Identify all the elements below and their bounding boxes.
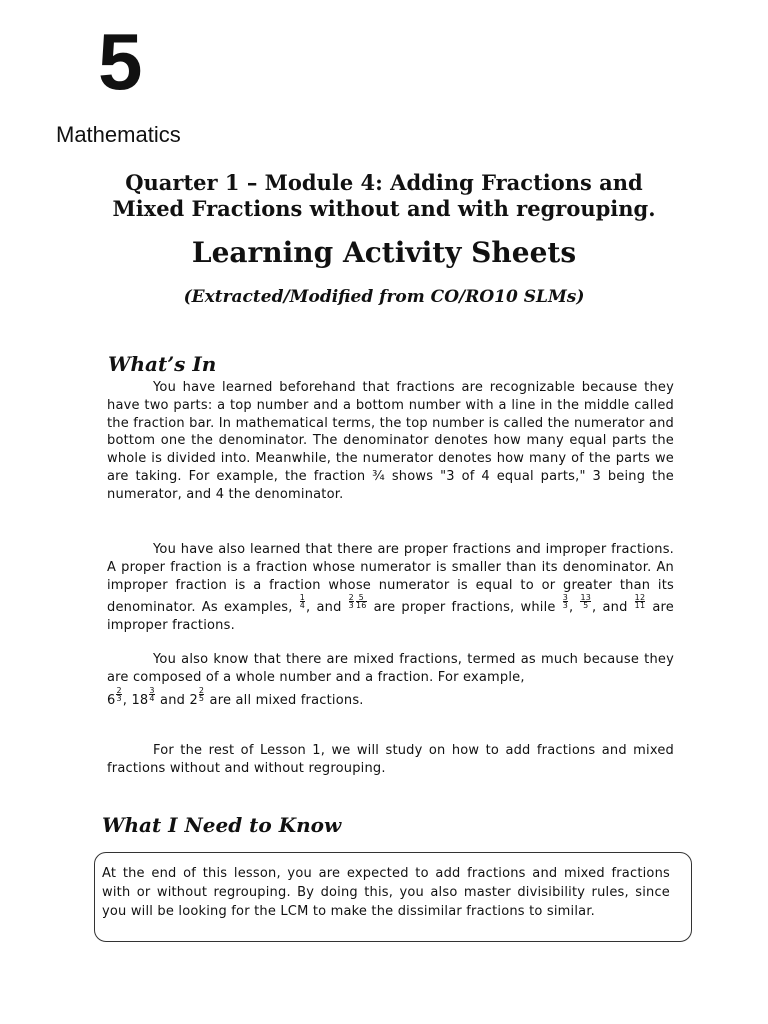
fraction-denominator: 11 [634,601,646,611]
grade-number: 5 [98,17,143,106]
fraction-denominator: 3 [562,601,568,611]
fraction-denominator: 5 [198,693,205,703]
paragraph-1-text: You have learned beforehand that fractions are recognizable because they have two parts: a top number and a bottom number with a line in the middle called the fraction bar. In mathematical terms, the top number is called the numerator and bottom one the denominator. The denominator denotes how many equal parts the whole is divided into. Meanwhile, the numerator denotes how many of the parts we are taking. For example, the fraction ¾ shows "3 of 4 equal parts," 3 being the numerator, and 4 the denominator. [107,380,674,502]
paragraph-2-text: , and [592,600,634,616]
paragraph-4-text: For the rest of Lesson 1, we will study on how to add fractions and mixed fractions without and without regrouping. [107,743,674,776]
fraction [356,594,367,609]
fraction-numerator: 13 [580,593,592,603]
fraction [300,594,305,609]
module-title-line-1: Quarter 1 – Module 4: Adding Fractions and [125,170,643,195]
fraction-numerator: 5 [356,594,367,602]
subject-title: Mathematics [56,122,181,147]
paragraph-2-text: are improper fractions. [107,600,674,634]
fraction-numerator: 2 [116,685,122,695]
fraction-denominator: 4 [149,693,155,703]
source-note: (Extracted/Modified from CO/RO10 SLMs) [183,287,585,307]
whats-in-heading: What’s In [108,352,217,376]
whats-in-paragraph-1 [107,379,674,504]
mixed-whole: 18 [131,692,149,708]
objective-text: At the end of this lesson, you are expected to add fractions and mixed fractions with or without regrouping. By doing this, you also master divisibility rules, since you will be looking for the LCM to make the dissimilar fractions to similar. [102,866,670,919]
fraction [563,594,568,609]
fraction-numerator: 1 [299,593,306,603]
what-i-need-to-know-heading: What I Need to Know [102,813,342,837]
fraction-numerator: 2 [198,685,205,695]
module-title [60,170,708,222]
module-title-line-2: Mixed Fractions without and with regrouping. [112,196,656,221]
paragraph-2-text: , [569,600,580,616]
fraction-denominator: 5 [583,601,589,611]
whats-in-paragraph-3 [107,651,674,709]
fraction-numerator: 12 [634,593,646,603]
fraction [199,687,204,702]
paragraph-3-text: You also know that there are mixed fractions, termed as much because they are composed of a whole number and a fraction. For example, [107,652,674,685]
fraction-denominator: 3 [348,601,354,611]
whats-in-paragraph-4 [107,742,674,778]
fraction-numerator: 3 [562,593,568,603]
fraction [349,594,354,609]
fraction-denominator: 3 [116,693,122,703]
fraction [149,687,154,702]
paragraph-3-text: are all mixed fractions. [205,692,364,708]
fraction-numerator: 2 [348,593,354,603]
paragraph-2-text: , and [306,600,348,616]
paragraph-2-text: You have also learned that there are proper fractions and improper fractions. A proper fraction is a fraction whose numerator is smaller than its denominator. An improper fraction is a fraction whose numerator is equal to or greater than its denominator. As examples, [107,542,674,616]
whats-in-paragraph-2 [107,541,674,635]
fraction [635,594,646,609]
paragraph-3-text: , [122,692,132,708]
fraction-numerator: 3 [149,685,155,695]
fraction-denominator: 4 [299,601,306,611]
paragraph-3-text: and [155,692,190,708]
fraction [580,594,591,609]
fraction [116,687,121,702]
fraction-denominator: 16 [355,601,367,611]
document-title: Learning Activity Sheets [191,236,577,269]
mixed-whole: 2 [189,692,198,708]
mixed-whole: 6 [107,692,116,708]
paragraph-2-text: are proper fractions, while [367,600,562,616]
